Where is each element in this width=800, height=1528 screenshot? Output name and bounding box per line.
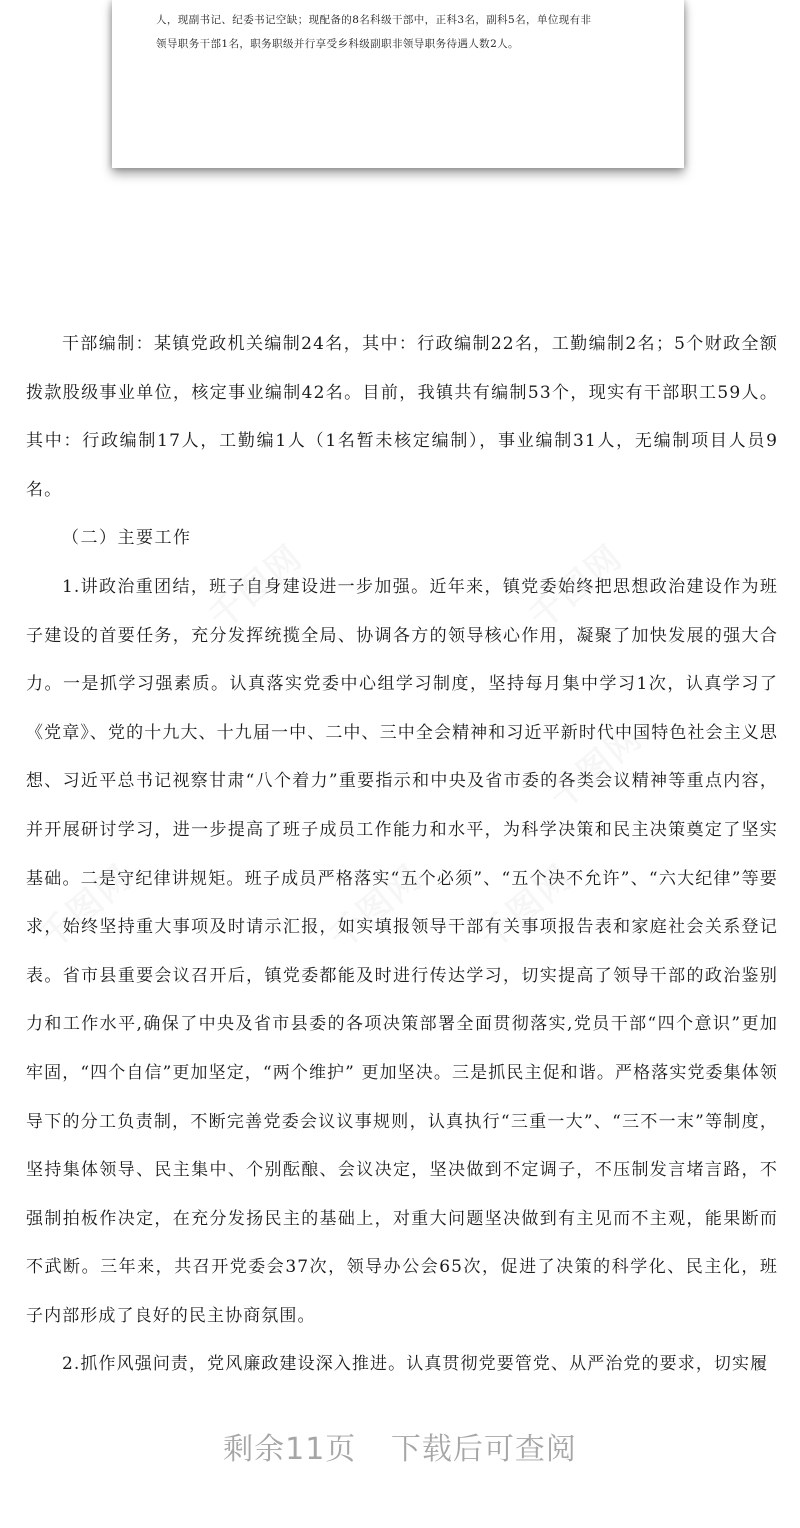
watermark: 千图网 <box>202 537 311 638</box>
paragraph-staffing: 干部编制：某镇党政机关编制24名，其中：行政编制22名，工勤编制2名；5个财政全额拨款股级事业单位，核定事业编制42名。目前，我镇共有编制53个，现实有干部职工59人。其中：行政编制17人，工勤编1人（1名暂未核定编制），事业编制31人，无编制项目人员9名。 <box>26 334 778 500</box>
remaining-pages-label: 剩余11页 <box>223 1432 357 1467</box>
document-body <box>26 320 778 1389</box>
section-heading-main-work: （二）主要工作 <box>62 528 192 549</box>
watermark: 千图网 <box>522 537 631 638</box>
document-preview-card <box>112 0 684 168</box>
download-to-view-label: 下载后可查阅 <box>390 1432 577 1467</box>
watermark: 千图网 <box>542 717 651 818</box>
preview-line-1: 人，现副书记、纪委书记空缺；现配备的8名科级干部中，正科3名，副科5名，单位现有非 <box>156 14 592 26</box>
download-prompt[interactable] <box>0 1424 800 1468</box>
paragraph-politics: 1.讲政治重团结，班子自身建设进一步加强。近年来，镇党委始终把思想政治建设作为班子建设的首要任务，充分发挥统揽全局、协调各方的领导核心作用，凝聚了加快发展的强大合力。一是抓学习强素质。认真落实党委中心组学习制度，坚持每月集中学习1次，认真学习了《党章》、党的十九大、十九届一中、二中、三中全会精神和习近平新时代中国特色社会主义思想、习近平总书记视察甘肃“八个着力”重要指示和中央及省市委的各类会议精神等重点内容，并开展研讨学习，进一步提高了班子成员工作能力和水平，为科学决策和民主决策奠定了坚实基础。二是守纪律讲规矩。班子成员严格落实“五个必须”、“五个决不允许”、“六大纪律”等要求，始终坚持重大事项及时请示汇报，如实填报领导干部有关事项报告表和家庭社会关系登记表。省市县重要会议召开后，镇党委都能及时进行传达学习，切实提高了领导干部的政治鉴别力和工作水平,确保了中央及省市县委的各项决策部署全面贯彻落实,党员干部“四个意识”更加牢固，“四个自信”更加坚定，“两个维护” 更加坚决。三是抓民主促和谐。严格落实党委集体领导下的分工负责制，不断完善党委会议议事规则，认真执行“三重一大”、“三不一末”等制度，坚持集体领导、民主集中、个别酝酿、会议决定，坚决做到不定调子，不压制发言堵言路，不强制拍板作决定，在充分发扬民主的基础上，对重大问题坚决做到有主见而不主观，能果断而不武断。三年来，共召开党委会37次，领导办公会65次，促进了决策的科学化、民主化，班子内部形成了良好的民主协商氛围。 <box>26 576 778 1326</box>
preview-line-2: 领导职务干部1名，职务职级并行享受乡科级副职非领导职务待遇人数2人。 <box>156 38 519 50</box>
watermark: 千图网 <box>322 857 431 958</box>
paragraph-conduct: 2.抓作风强问责，党风廉政建设深入推进。认真贯彻党要管党、从严治党的要求，切实履 <box>62 1354 769 1375</box>
watermark: 千图网 <box>32 857 141 958</box>
watermark: 千图网 <box>472 857 581 958</box>
